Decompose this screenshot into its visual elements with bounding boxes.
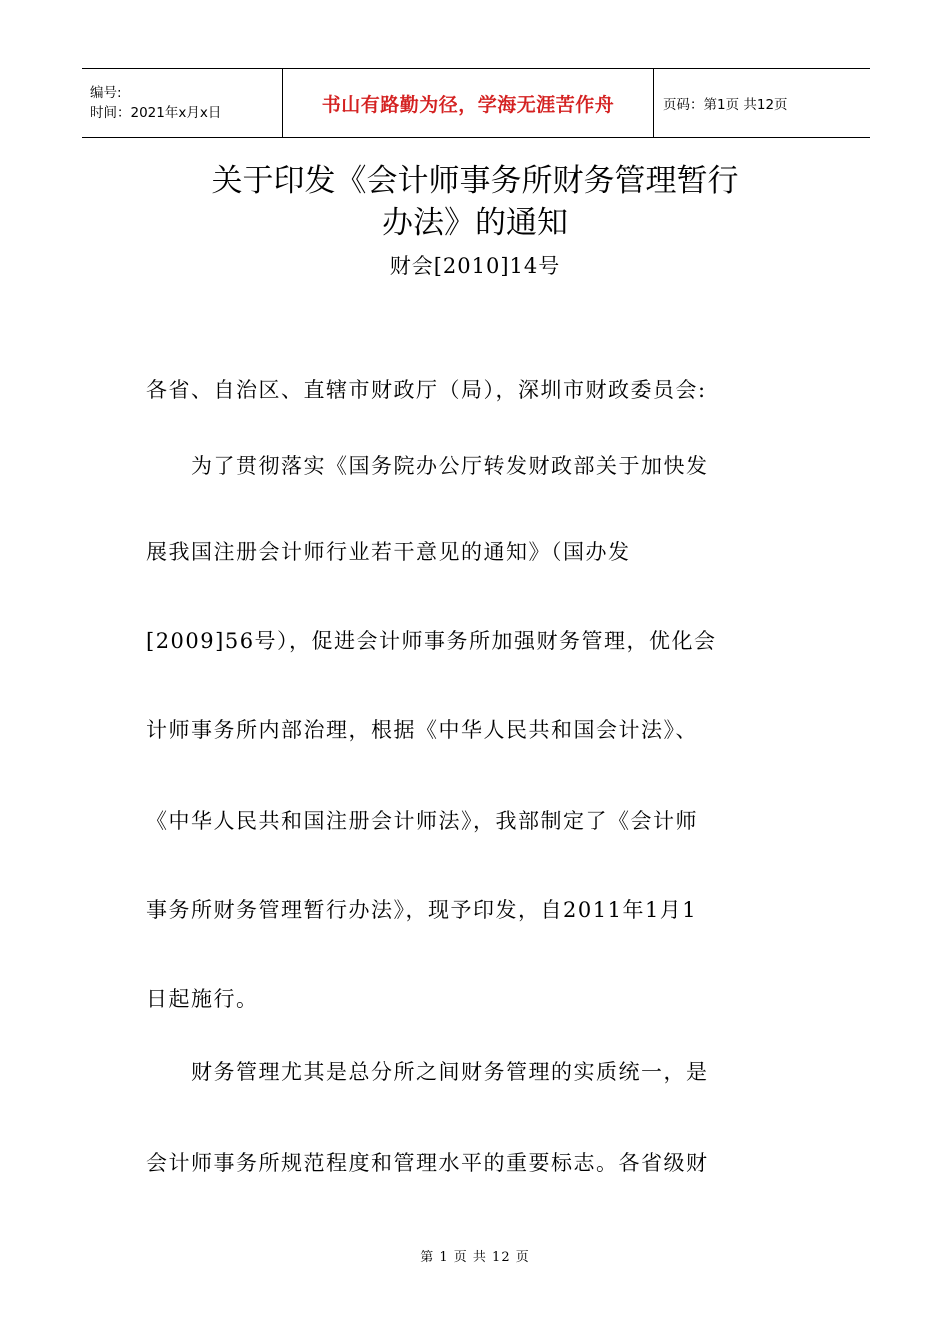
body-line: 会计师事务所规范程度和管理水平的重要标志。各省级财: [146, 1151, 709, 1175]
body-line: 日起施行。: [146, 987, 259, 1011]
body-line: 展我国注册会计师行业若干意见的通知》（国办发: [146, 540, 631, 564]
header-page-info: 页码：第1页 共12页: [663, 97, 788, 113]
document-number: 财会[2010]14号: [389, 254, 561, 278]
header-meta: [82, 69, 282, 137]
header-motto-cell: [282, 69, 654, 137]
document-title-line-1: 关于印发《会计师事务所财务管理暂行: [211, 163, 739, 199]
body-line: 计师事务所内部治理，根据《中华人民共和国会计法》、: [146, 718, 698, 742]
header-page-info-cell: [654, 69, 870, 137]
header-motto: 书山有路勤为径，学海无涯苦作舟: [321, 93, 615, 116]
document-date-label: 时间：2021年x月x日: [90, 105, 222, 121]
body-line: [2009]56号），促进会计师事务所加强财务管理，优化会: [146, 629, 717, 653]
document-number-label: 编号:: [90, 85, 122, 101]
document-title-line-2: 办法》的通知: [382, 205, 568, 241]
body-line: 为了贯彻落实《国务院办公厅转发财政部关于加快发: [146, 454, 709, 478]
body-line: 事务所财务管理暂行办法》，现予印发，自2011年1月1: [146, 898, 698, 922]
header-table: [82, 68, 870, 138]
body-line: 《中华人民共和国注册会计师法》，我部制定了《会计师: [146, 809, 698, 833]
page-footer: 第 1 页 共 12 页: [420, 1250, 530, 1265]
body-line: 财务管理尤其是总分所之间财务管理的实质统一，是: [146, 1060, 709, 1084]
body-line: 各省、自治区、直辖市财政厅（局），深圳市财政委员会:: [146, 378, 707, 402]
